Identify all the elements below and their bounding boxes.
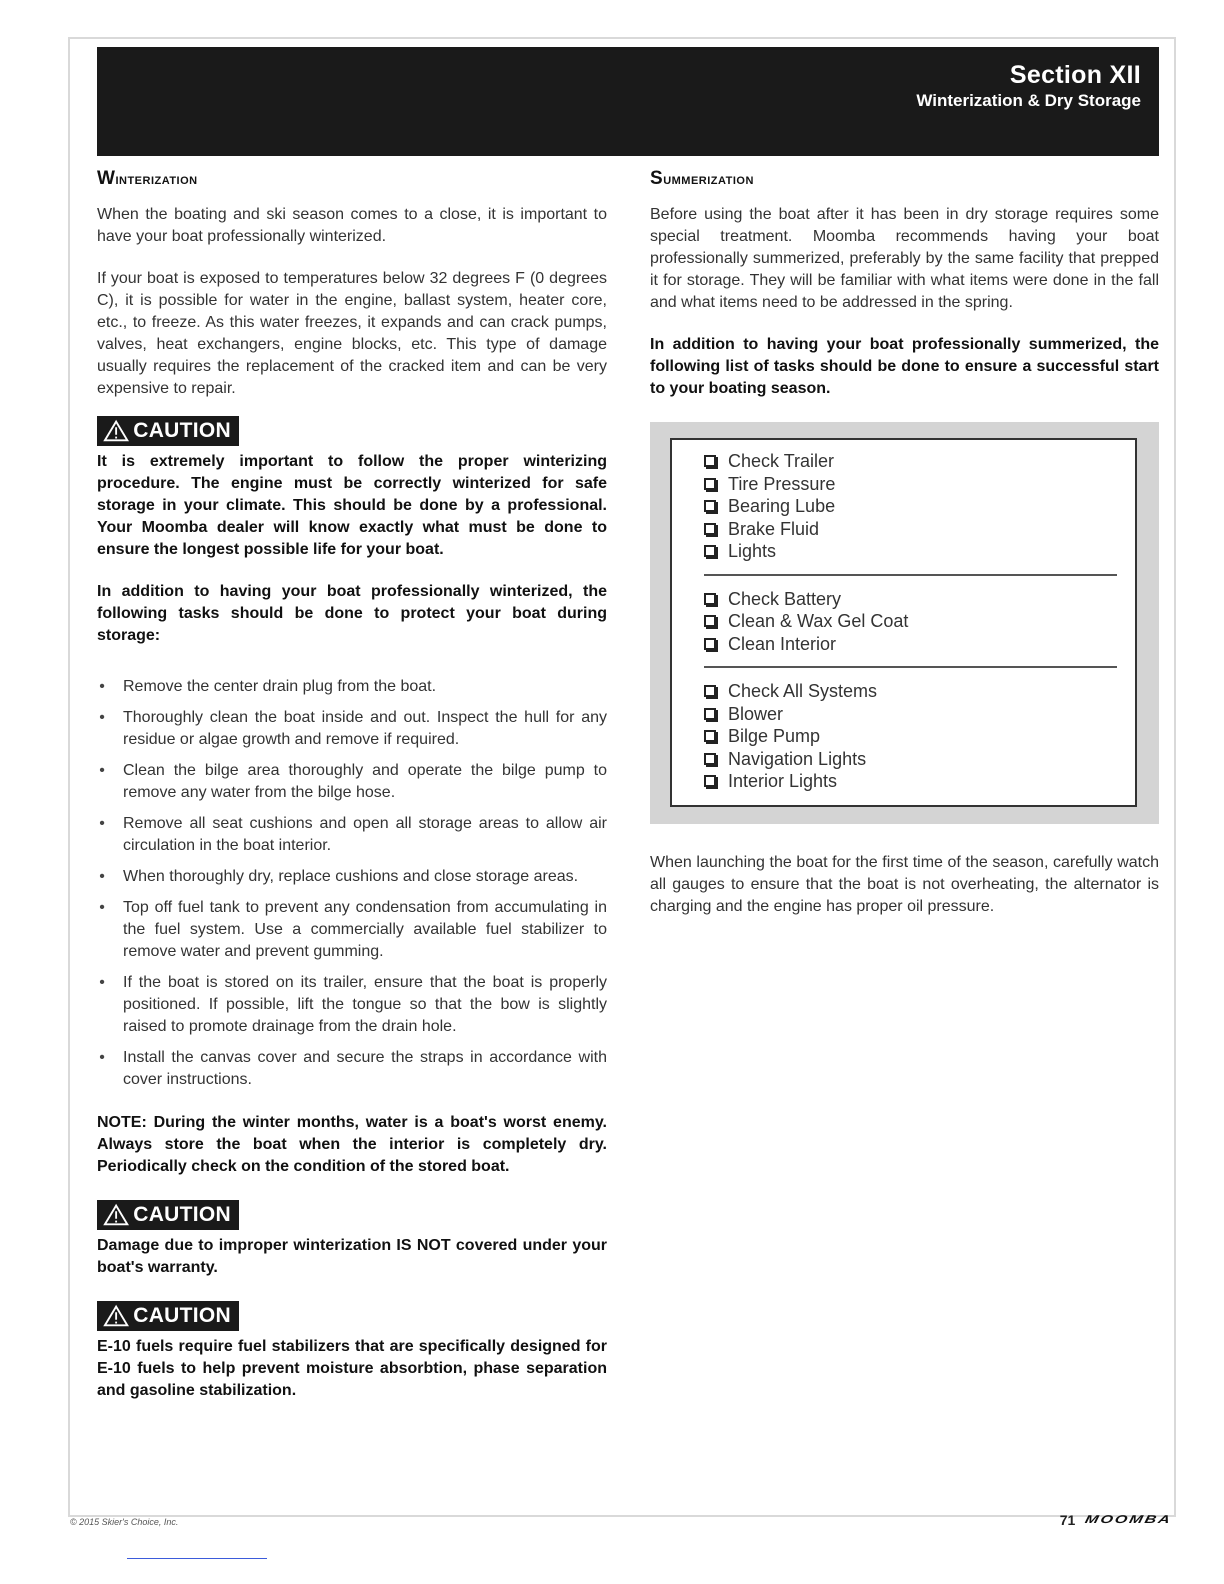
list-item: • When thoroughly dry, replace cushions and close storage areas.	[97, 866, 607, 888]
summerization-tasks-intro: In addition to having your boat professionally summerized, the following list of tasks should be done to ensure a successful start to your boating season.	[650, 336, 1159, 397]
checklist-divider	[704, 666, 1117, 668]
bullet: •	[99, 678, 105, 695]
winterization-freeze-paragraph: If your boat is exposed to temperatures below 32 degrees F (0 degrees C), it is possible for water in the engine, ballast system, heater core, etc., to freeze. As this water freezes, it expands and can crack pumps, valves, heat exchangers, engine blocks, etc. This type of damage usually requires the replacement of the cracked item and can be very expensive to repair.	[97, 270, 607, 397]
checkbox-icon[interactable]	[704, 638, 716, 650]
checklist-box	[670, 438, 1137, 807]
caution-label: CAUTION	[133, 419, 231, 442]
list-item: • Install the canvas cover and secure the straps in accordance with cover instructions.	[97, 1047, 607, 1091]
checklist-item[interactable]: Navigation Lights	[704, 748, 1117, 771]
caution-label: CAUTION	[133, 1203, 231, 1226]
checklist-item[interactable]: Interior Lights	[704, 770, 1117, 793]
bullet: •	[99, 868, 105, 885]
link-underline	[127, 1558, 267, 1559]
bullet: •	[99, 899, 105, 916]
checkbox-icon[interactable]	[704, 523, 716, 535]
bullet: •	[99, 762, 105, 779]
checklist-item[interactable]: Clean Interior	[704, 633, 1117, 656]
checklist-item[interactable]: Bearing Lube	[704, 495, 1117, 518]
checklist-divider	[704, 574, 1117, 576]
caution-warranty-text: Damage due to improper winterization IS NOT covered under your boat's warranty.	[97, 1237, 607, 1276]
section-header	[97, 47, 1159, 156]
bullet: •	[99, 709, 105, 726]
summerization-intro: Before using the boat after it has been in dry storage requires some special treatment. Moomba recommends having your boat professionally summerized, preferably by the same facility that prepped it for storage. They will be familiar with what items were done in the fall and what items need to be addressed in the spring.	[650, 206, 1159, 311]
summerization-heading: Summerization	[650, 168, 754, 189]
caution-e10-text: E-10 fuels require fuel stabilizers that are specifically designed for E-10 fuels to help prevent moisture absorbtion, phase separation and gasoline stabilization.	[97, 1338, 607, 1399]
list-item: • Remove the center drain plug from the boat.	[97, 676, 607, 698]
bullet: •	[99, 815, 105, 832]
checklist-group-trailer	[704, 450, 1117, 563]
left-column	[97, 168, 607, 1402]
checklist-group-battery	[704, 588, 1117, 656]
checklist-item[interactable]: Brake Fluid	[704, 518, 1117, 541]
checklist-item[interactable]: Check Battery	[704, 588, 1117, 611]
warning-triangle-icon	[103, 1304, 129, 1328]
winterization-intro: When the boating and ski season comes to a close, it is important to have your boat professionally winterized.	[97, 206, 607, 245]
checkbox-icon[interactable]	[704, 615, 716, 627]
copyright: © 2015 Skier's Choice, Inc.	[70, 1517, 179, 1527]
list-item: • Top off fuel tank to prevent any condensation from accumulating in the fuel system. Use a commercially available fuel stabilizer to remove water and prevent gumming.	[97, 897, 607, 963]
checkbox-icon[interactable]	[704, 730, 716, 742]
checklist-item[interactable]: Check Trailer	[704, 450, 1117, 473]
checklist-item[interactable]: Check All Systems	[704, 680, 1117, 703]
checkbox-icon[interactable]	[704, 593, 716, 605]
right-column	[650, 168, 1159, 918]
checkbox-icon[interactable]	[704, 455, 716, 467]
checkbox-icon[interactable]	[704, 708, 716, 720]
bullet: •	[99, 974, 105, 991]
checklist-item[interactable]: Clean & Wax Gel Coat	[704, 610, 1117, 633]
winter-note: NOTE: During the winter months, water is a boat's worst enemy. Always store the boat when the interior is completely dry. Periodically check on the condition of the stored boat.	[97, 1114, 607, 1175]
winterization-task-list	[97, 676, 607, 1091]
checkbox-icon[interactable]	[704, 500, 716, 512]
checklist-group-systems	[704, 680, 1117, 793]
warning-triangle-icon	[103, 419, 129, 443]
list-item: • Thoroughly clean the boat inside and out. Inspect the hull for any residue or algae growth and remove if required.	[97, 707, 607, 751]
checklist-item[interactable]: Blower	[704, 703, 1117, 726]
caution-winterizing-text: It is extremely important to follow the proper winterizing procedure. The engine must be correctly winterized for safe storage in your climate. This should be done by a professional. Your Moomba dealer will know exactly what must be done to ensure the longest possible life for your boat.	[97, 453, 607, 558]
warning-triangle-icon	[103, 1203, 129, 1227]
checkbox-icon[interactable]	[704, 545, 716, 557]
section-title: Section XII	[1009, 61, 1141, 89]
checklist-item[interactable]: Lights	[704, 540, 1117, 563]
checkbox-icon[interactable]	[704, 775, 716, 787]
checkbox-icon[interactable]	[704, 753, 716, 765]
checklist-item[interactable]: Tire Pressure	[704, 473, 1117, 496]
checklist-item[interactable]: Bilge Pump	[704, 725, 1117, 748]
checkbox-icon[interactable]	[704, 478, 716, 490]
list-item: • Remove all seat cushions and open all storage areas to allow air circulation in the boat interior.	[97, 813, 607, 857]
page-number: 71	[1059, 1512, 1076, 1528]
list-item: • If the boat is stored on its trailer, ensure that the boat is properly positioned. If possible, lift the tongue so that the bow is slightly raised to promote drainage from the drain hole.	[97, 972, 607, 1038]
winterization-heading: Winterization	[97, 168, 198, 189]
section-subtitle: Winterization & Dry Storage	[916, 91, 1141, 110]
winterization-tasks-intro: In addition to having your boat professionally winterized, the following tasks should be done to protect your boat during storage:	[97, 583, 607, 644]
launch-paragraph: When launching the boat for the first time of the season, carefully watch all gauges to ensure that the boat is not overheating, the alternator is charging and the engine has proper oil pressure.	[650, 853, 1159, 915]
checklist-panel	[650, 422, 1159, 824]
caution-label: CAUTION	[133, 1304, 231, 1327]
brand-logo: MOOMBA	[1084, 1513, 1174, 1526]
caution-badge	[97, 416, 239, 446]
caution-badge	[97, 1301, 239, 1331]
checkbox-icon[interactable]	[704, 685, 716, 697]
bullet: •	[99, 1049, 105, 1066]
page-footer	[1060, 1511, 1172, 1529]
list-item: • Clean the bilge area thoroughly and operate the bilge pump to remove any water from the bilge hose.	[97, 760, 607, 804]
caution-badge	[97, 1200, 239, 1230]
